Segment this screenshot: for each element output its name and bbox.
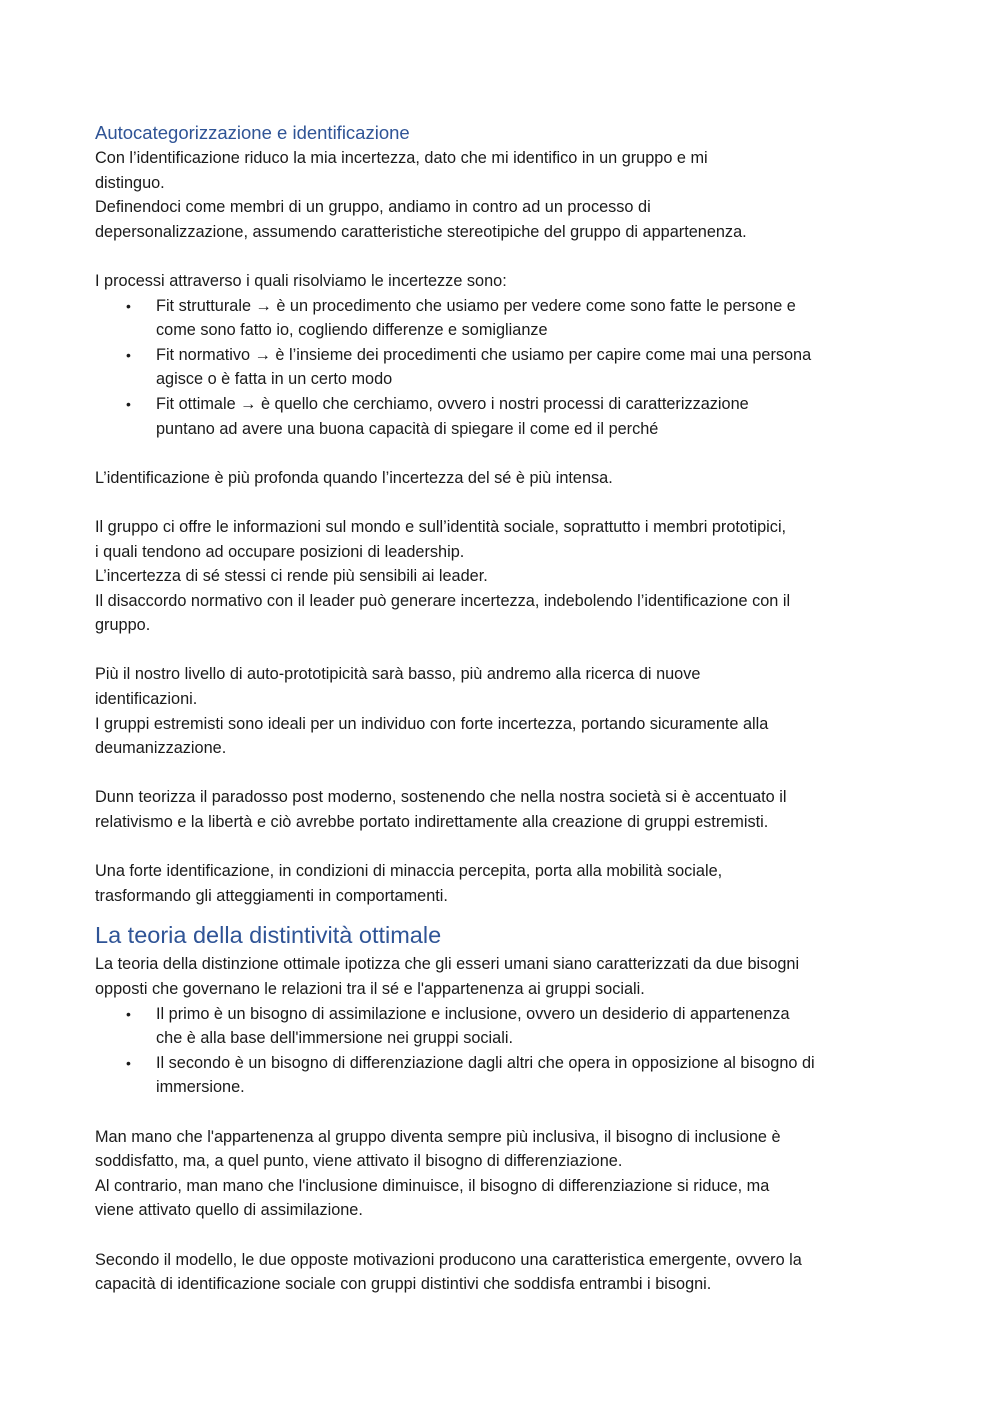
line: Fit strutturale → è un procedimento che usiamo per vedere come sono fatte le persone e	[156, 296, 796, 315]
spacer	[95, 908, 915, 920]
paragraph-incertezza: L’identificazione è più profonda quando l’incertezza del sé è più intensa.	[95, 468, 613, 487]
bullet-icon: •	[126, 395, 131, 412]
bullet-icon: •	[126, 346, 131, 363]
document-page	[95, 117, 915, 1297]
line: Il primo è un bisogno di assimilazione e inclusione, ovvero un desiderio di appartenenza	[156, 1004, 790, 1023]
paragraph-depersonalizzazione	[95, 195, 915, 244]
line: i quali tendono ad occupare posizioni di leadership.	[95, 542, 465, 561]
line: Fit normativo → è l’insieme dei procedimenti che usiamo per capire come mai una persona	[156, 345, 812, 364]
line: I gruppi estremisti sono ideali per un individuo con forte incertezza, portando sicuramente alla	[95, 714, 769, 733]
line: come sono fatto io, cogliendo differenze e somiglianze	[156, 321, 548, 340]
line: Definendoci come membri di un gruppo, andiamo in contro ad un processo di	[95, 198, 651, 217]
line: Fit ottimale → è quello che cerchiamo, ovvero i nostri processi di caratterizzazione	[156, 394, 749, 413]
bullet-icon: •	[126, 297, 131, 314]
paragraph-gruppo	[95, 515, 915, 564]
list-item	[95, 1051, 915, 1100]
line: La teoria della distinzione ottimale ipotizza che gli esseri umani siano caratterizzati da due bisogni	[95, 955, 800, 974]
list-item	[95, 294, 915, 343]
line: opposti che governano le relazioni tra il sé e l'appartenenza ai gruppi sociali.	[95, 980, 645, 998]
blank-line	[95, 761, 915, 786]
line: Più il nostro livello di auto-prototipicità sarà basso, più andremo alla ricerca di nuove	[95, 665, 701, 684]
list-item	[95, 1002, 915, 1051]
line: capacità di identificazione sociale con gruppi distintivi che soddisfa entrambi i bisogni.	[95, 1275, 712, 1294]
paragraph-leader: L’incertezza di sé stessi ci rende più sensibili ai leader.	[95, 567, 488, 586]
line: Il secondo è un bisogno di differenziazione dagli altri che opera in opposizione al bisogno di	[156, 1053, 815, 1072]
blank-line	[95, 490, 915, 515]
paragraph-disaccordo	[95, 589, 915, 638]
line: Al contrario, man mano che l'inclusione diminuisce, il bisogno di differenziazione si riduce, ma	[95, 1176, 770, 1195]
fit-list	[95, 294, 915, 442]
line: Dunn teorizza il paradosso post moderno, sostenendo che nella nostra società si è accentuato il	[95, 788, 787, 807]
paragraph-modello	[95, 1248, 915, 1297]
paragraph-estremisti	[95, 712, 915, 761]
line: deumanizzazione.	[95, 739, 227, 758]
blank-line	[95, 835, 915, 860]
blank-line	[95, 244, 915, 269]
line: puntano ad avere una buona capacità di spiegare il come ed il perché	[156, 419, 659, 438]
blank-line	[95, 638, 915, 663]
line: Il disaccordo normativo con il leader può generare incertezza, indebolendo l’identificazione con il	[95, 591, 791, 610]
list-intro: I processi attraverso i quali risolviamo le incertezze sono:	[95, 271, 507, 290]
line: relativismo e la libertà e ciò avrebbe portato indirettamente alla creazione di gruppi estremisti.	[95, 813, 769, 832]
paragraph-dunn	[95, 785, 915, 834]
blank-line	[95, 1100, 915, 1125]
paragraph-identificazione	[95, 146, 915, 195]
bullet-icon: •	[126, 1054, 131, 1071]
line: immersione.	[156, 1078, 245, 1097]
blank-line	[95, 1223, 915, 1248]
section-heading-autocategorizzazione: Autocategorizzazione e identificazione	[95, 122, 410, 143]
line: che è alla base dell'immersione nei gruppi sociali.	[156, 1029, 513, 1048]
paragraph-mobilita	[95, 859, 915, 908]
bisogni-list	[95, 1002, 915, 1100]
list-item	[95, 343, 915, 392]
bullet-icon: •	[126, 1005, 131, 1022]
blank-line	[95, 441, 915, 466]
line: Secondo il modello, le due opposte motivazioni producono una caratteristica emergente, ovvero la	[95, 1250, 802, 1269]
paragraph-prototipicita	[95, 662, 915, 711]
list-item	[95, 392, 915, 441]
line: trasformando gli atteggiamenti in comportamenti.	[95, 886, 448, 905]
line: depersonalizzazione, assumendo caratteristiche stereotipiche del gruppo di appartenenza.	[95, 222, 747, 241]
line: identificazioni.	[95, 690, 198, 709]
line: distinguo.	[95, 173, 165, 192]
line: agisce o è fatta in un certo modo	[156, 370, 393, 389]
line: gruppo.	[95, 616, 151, 635]
line: Con l’identificazione riduco la mia incertezza, dato che mi identifico in un gruppo e mi	[95, 149, 708, 167]
line: soddisfatto, ma, a quel punto, viene attivato il bisogno di differenziazione.	[95, 1152, 623, 1171]
line: Il gruppo ci offre le informazioni sul mondo e sull’identità sociale, soprattutto i membri prototipici,	[95, 517, 787, 536]
paragraph-contrario	[95, 1174, 915, 1223]
line: Man mano che l'appartenenza al gruppo diventa sempre più inclusiva, il bisogno di inclusione è	[95, 1127, 781, 1146]
paragraph-inclusione	[95, 1125, 915, 1174]
paragraph-teoria	[95, 952, 915, 1001]
section-heading-distintivita: La teoria della distintività ottimale	[95, 922, 442, 949]
line: Una forte identificazione, in condizioni di minaccia percepita, porta alla mobilità sociale,	[95, 862, 723, 881]
line: viene attivato quello di assimilazione.	[95, 1201, 363, 1220]
